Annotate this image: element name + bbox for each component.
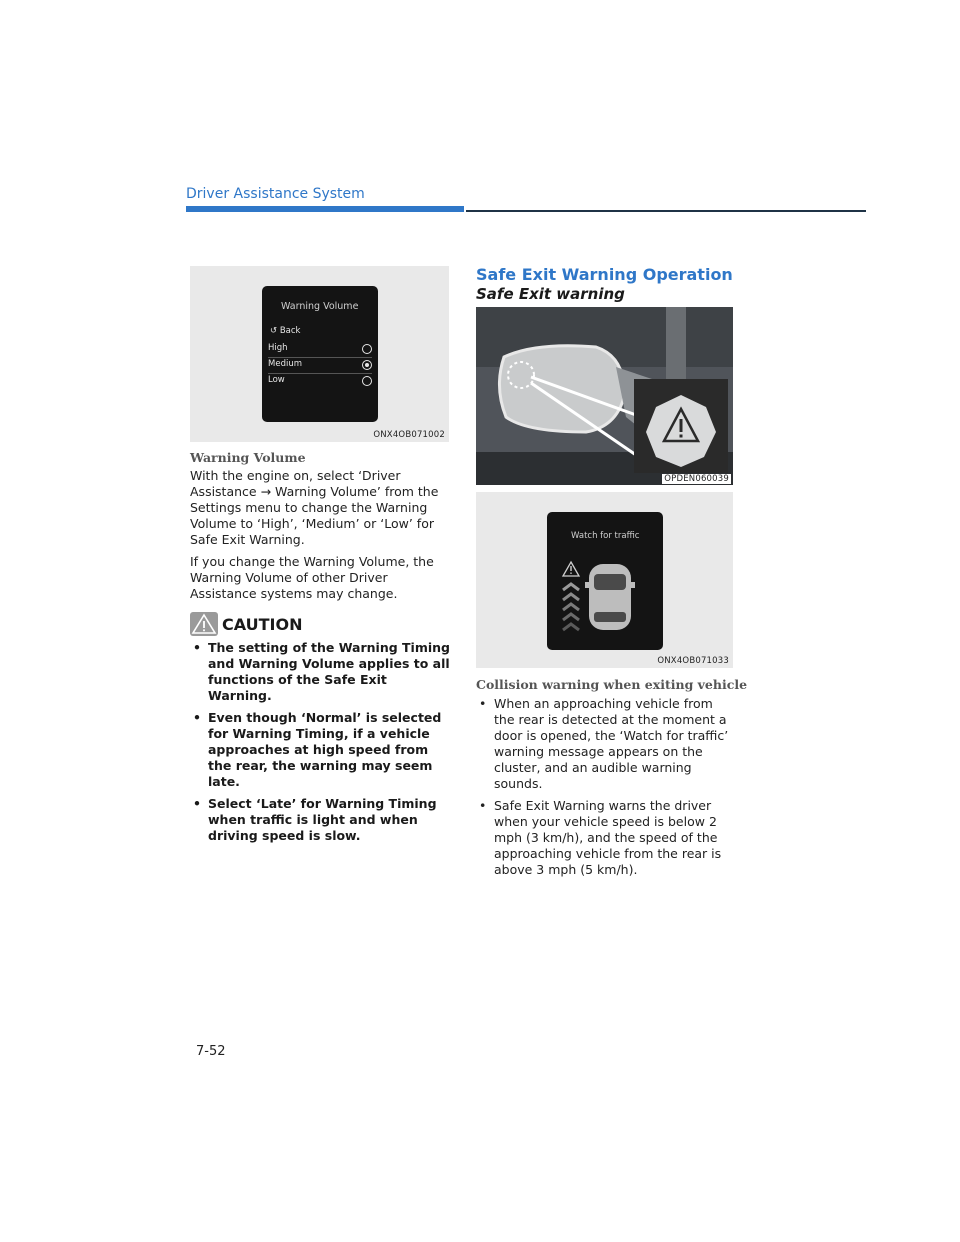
list-item: • When an approaching vehicle from the rear is detected at the moment a door is opened, the ‘Watch for traffic’ warning message appears on the cluster, and an audible warning sounds. bbox=[476, 696, 734, 792]
figure-watch-for-traffic bbox=[476, 492, 733, 668]
heading-safe-exit-operation: Safe Exit Warning Operation bbox=[476, 265, 733, 284]
figure-mirror-warning bbox=[476, 307, 733, 485]
screen-title: Warning Volume bbox=[281, 301, 359, 312]
subheading-collision-warning: Collision warning when exiting vehicle bbox=[476, 677, 748, 692]
header-bar-rule bbox=[466, 210, 866, 212]
radio-selected-icon bbox=[362, 360, 372, 370]
back-row bbox=[270, 326, 300, 336]
list-item: • Even though ‘Normal’ is selected for Warning Timing, if a vehicle approaches at high speed from the rear, the warning may seem late. bbox=[190, 710, 452, 790]
option-low bbox=[268, 374, 372, 388]
screen-title: Watch for traffic bbox=[571, 531, 640, 541]
warning-volume-text bbox=[190, 468, 448, 608]
list-item: • Select ‘Late’ for Warning Timing when traffic is light and when driving speed is slow. bbox=[190, 796, 452, 844]
paragraph: If you change the Warning Volume, the Warning Volume of other Driver Assistance systems may change. bbox=[190, 554, 434, 601]
figure-code: ONX4OB071002 bbox=[373, 430, 445, 440]
option-label: Medium bbox=[268, 359, 302, 369]
cluster-screen bbox=[547, 512, 663, 650]
back-label: Back bbox=[279, 326, 301, 336]
list-item: • Safe Exit Warning warns the driver when your vehicle speed is below 2 mph (3 km/h), and the speed of the approaching vehicle from the rear is above 3 mph (5 km/h). bbox=[476, 798, 734, 878]
mirror-illustration bbox=[476, 307, 733, 485]
subheading-warning-volume: Warning Volume bbox=[190, 450, 306, 465]
collision-warning-list bbox=[476, 696, 734, 884]
section-title: Driver Assistance System bbox=[186, 186, 365, 202]
option-label: Low bbox=[268, 375, 285, 385]
paragraph: With the engine on, select ‘Driver Assistance → Warning Volume’ from the Settings menu to change the Warning Volume to ‘High’, ‘Medium’ or ‘Low’ for Safe Exit Warning. bbox=[190, 468, 439, 547]
cluster-screen bbox=[262, 286, 378, 422]
caution-list bbox=[190, 640, 452, 850]
option-high bbox=[268, 342, 372, 356]
vehicle-rear-icon bbox=[557, 552, 657, 647]
caution-icon bbox=[190, 612, 218, 636]
page-number: 7-52 bbox=[196, 1044, 226, 1059]
subheading-safe-exit-warning: Safe Exit warning bbox=[476, 285, 625, 303]
caution-title: CAUTION bbox=[222, 615, 303, 634]
radio-icon bbox=[362, 344, 372, 354]
list-item: • The setting of the Warning Timing and Warning Volume applies to all functions of the Safe Exit Warning. bbox=[190, 640, 452, 704]
header-bar-accent bbox=[186, 206, 464, 212]
figure-code: OPDEN060039 bbox=[664, 474, 729, 484]
option-medium bbox=[268, 358, 372, 372]
option-label: High bbox=[268, 343, 288, 353]
radio-icon bbox=[362, 376, 372, 386]
back-icon: ↺ bbox=[270, 326, 278, 336]
figure-warning-volume bbox=[190, 266, 449, 442]
figure-code: ONX4OB071033 bbox=[657, 656, 729, 666]
